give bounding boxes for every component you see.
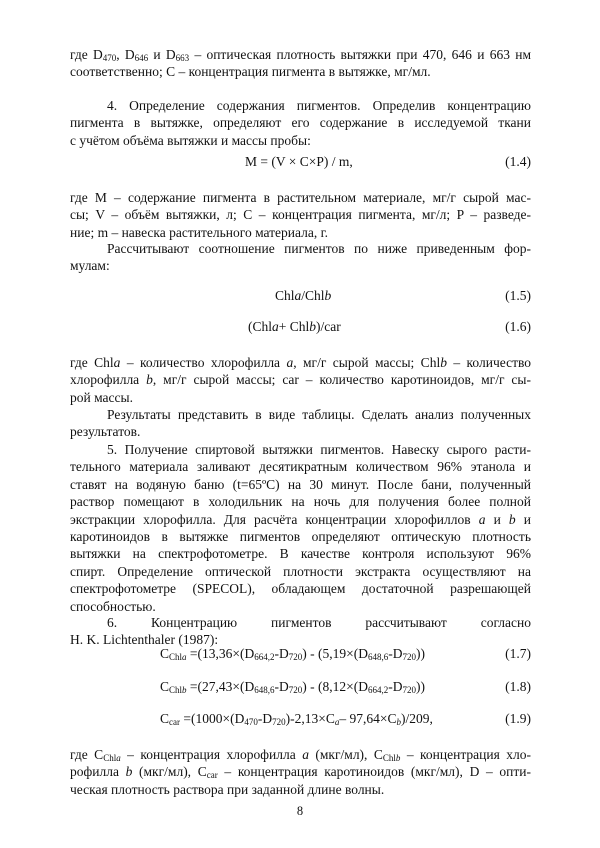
paragraph-results: Результаты представить в виде таблицы. Сделать анализ полученных результатов. [70, 407, 531, 440]
paragraph-where-m: где M – содержание пигмента в растительном материале, мг/г сырой мас- сы; V – объём вытяжки, л; С – концентрация пигмента, мг/л; P – разведе- ние; m – навеска растительного материала, г. [70, 190, 531, 240]
page-number: 8 [296, 804, 304, 818]
paragraph-pigment-content: 4. Определение содержания пигментов. Определив концентрацию пигмента в вытяжке, определяют его содержание в исследуемой ткани с учётом объёма вытяжки и массы пробы: [70, 98, 531, 148]
paragraph-concentration: 6. Концентрацию пигментов рассчитывают согласно H. K. Lichtenthaler (1987): [70, 615, 531, 648]
paragraph-where-c: где $C_{Chla}$ – концентрация хлорофилла a (мкг/мл), $C_{Chlb}$ – концентрация хло- рофилла b (мкг/мл), $C_{car}$ – концентрация каротиноидов (мкг/мл), D – опти- ческая плотность раствора при заданной длине волны. [70, 747, 532, 797]
document-page: где $D_{470}$, $D_{646}$ и $D_{663}$ – оптическая плотность вытяжки при 470, 646 и 663 нм соответственно; С – концентрация пигмента в вытяжке, мг/мл. 4. Определение содержания пигментов. Определив концентрацию пигмента в вытяжке, определяют его содержание в исследуемой ткани с учётом объёма вытяжки и массы пробы: M = (V × C×P) / m, (1.4) где M – содержание пигмента в растительном материале, мг/г сырой мас- сы; V – объём вытяжки, л; С – концентрация пигмента, мг/л; P – разведе- ние; m – навеска растительного материала, г. Рассчитывают соотношение пигментов по ниже приведенным фор- мулам: Chla/Chlb (1.5) (Chla+ Chlb)/car (1.6) где Chla – количество хлорофилла a, мг/г сырой массы; Chlb – количество хлорофилла b, мг/г сырой массы; car – количество каротиноидов, мг/г сы- рой массы. Результаты представить в виде таблицы. Сделать анализ полученных результатов. 5. Получение спиртовой вытяжки пигментов. Навеску сырого расти- тельного материала заливают десятикратным количеством 96% этанола и ставят на водяную баню (t=65ºC) на 30 минут. После бани, полученный раствор помещают в холодильник на ночь для получения более полной экстракции хлорофилла. Для расчёта концентрации хлорофиллов a и b и каротиноидов в вытяжке пигментов определяют оптическую плотность вытяжки на спектрофотометре. В качестве контроля используют 96% спирт. Определение оптической плотности экстракта осуществляют на спектрофотометре (SPECOL), обладающем достаточной разрешающей способностью. 6. Концентрацию пигментов рассчитывают согласно H. K. Lichtenthaler (1987): $C_{Chla} =(13,36\times(D_{664,2}-D_{720}) - (5,19\times(D_{648,6}-D_{720}))$ (1.7) $C_{Chlb} =(27,43\times(D_{648,6}-D_{720}) - (8,12\times(D_{664,2}-D_{720}))$ (1.8) $C_{car} =(1000\times(D_{470}-D_{720})-2,13\times C_a-$ $97,64\times C_b)/209$, (1.9) где $C_{Chla}$ – концентрация хлорофилла a (мкг/мл), $C_{Chlb}$ – концентрация хло- рофилла b (мкг/мл), $C_{car}$ – концентрация каротиноидов (мкг/мл), D – опти- ческая плотность раствора при заданной длине волны. 8 [0, 0, 600, 848]
paragraph-where-chl: где Chla – количество хлорофилла a, мг/г сырой массы; Chlb – количество хлорофилла b, мг/г сырой массы; car – количество каротиноидов, мг/г сы- рой массы. [70, 355, 531, 405]
paragraph-optical-density: где $D_{470}$, $D_{646}$ и $D_{663}$ – оптическая плотность вытяжки при 470, 646 и 663 нм соответственно; С – концентрация пигмента в вытяжке, мг/мл. [70, 47, 531, 80]
paragraph-pigment-ratio: Рассчитывают соотношение пигментов по ниже приведенным фор- мулам: [70, 241, 531, 274]
paragraph-alcohol-extract: 5. Получение спиртовой вытяжки пигментов. Навеску сырого расти- тельного материала заливают десятикратным количеством 96% этанола и ставят на водяную баню (t=65ºC) на 30 минут. После бани, полученный раствор помещают в холодильник на ночь для получения более полной экстракции хлорофилла. Для расчёта концентрации хлорофиллов a и b и каротиноидов в вытяжке пигментов определяют оптическую плотность вытяжки на спектрофотометре. В качестве контроля используют 96% спирт. Определение оптической плотности экстракта осуществляют на спектрофотометре (SPECOL), обладающем достаточной разрешающей способностью. [70, 442, 531, 614]
